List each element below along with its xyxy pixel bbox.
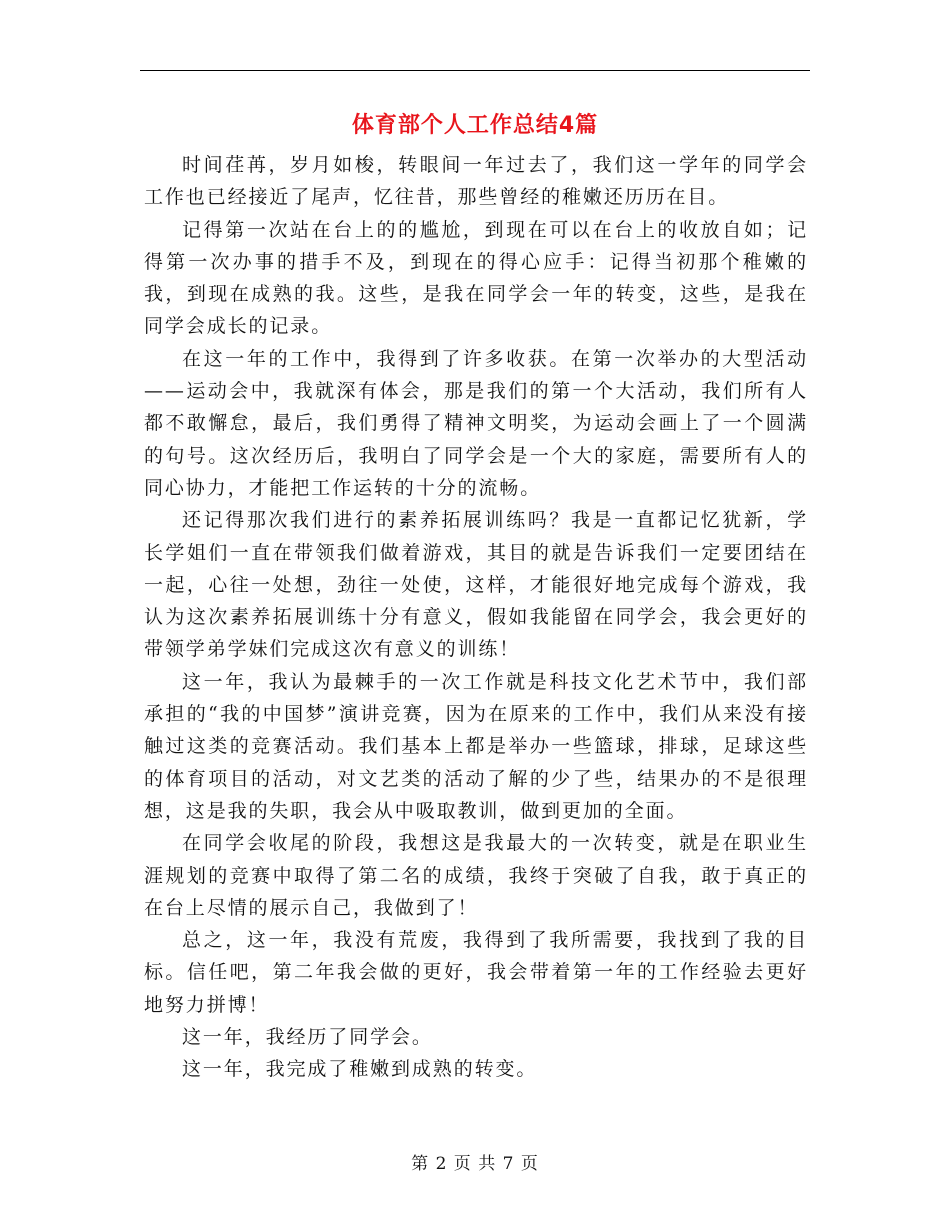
header-rule <box>140 70 810 71</box>
paragraph-2: 记得第一次站在台上的的尴尬，到现在可以在台上的收放自如；记得第一次办事的措手不及，到现在的得心应手：记得当初那个稚嫩的我，到现在成熟的我。这些，是我在同学会一年的转变，这些，是我在同学会成长的记录。 <box>144 218 808 338</box>
page-number: 第 2 页 共 7 页 <box>411 1154 539 1174</box>
paragraph-4: 还记得那次我们进行的素养拓展训练吗？我是一直都记忆犹新，学长学姐们一直在带领我们做着游戏，其目的就是告诉我们一定要团结在一起，心往一处想，劲往一处使，这样，才能很好地完成每个游戏，我认为这次素养拓展训练十分有意义，假如我能留在同学会，我会更好的带领学弟学妹们完成这次有意义的训练！ <box>144 509 808 661</box>
paragraph-9: 这一年，我完成了稚嫩到成熟的转变。 <box>182 1058 538 1081</box>
paragraph-3: 在这一年的工作中，我得到了许多收获。在第一次举办的大型活动——运动会中，我就深有体会，那是我们的第一个大活动，我们所有人都不敢懈怠，最后，我们勇得了精神文明奖，为运动会画上了一个圆满的句号。这次经历后，我明白了同学会是一个大的家庭，需要所有人的同心协力，才能把工作运转的十分的流畅。 <box>144 347 808 499</box>
paragraph-7: 总之，这一年，我没有荒废，我得到了我所需要，我找到了我的目标。信任吧，第二年我会做的更好，我会带着第一年的工作经验去更好地努力拼博！ <box>144 929 808 1016</box>
paragraph-6: 在同学会收尾的阶段，我想这是我最大的一次转变，就是在职业生涯规划的竞赛中取得了第二名的成绩，我终于突破了自我，敢于真正的在台上尽情的展示自己，我做到了！ <box>144 832 808 919</box>
document-title: 体育部个人工作总结4篇 <box>351 113 599 138</box>
paragraph-8: 这一年，我经历了同学会。 <box>182 1026 433 1049</box>
paragraph-5: 这一年，我认为最棘手的一次工作就是科技文化艺术节中，我们部承担的“我的中国梦”演讲竞赛，因为在原来的工作中，我们从来没有接触过这类的竞赛活动。我们基本上都是举办一些篮球，排球，足球这些的体育项目的活动，对文艺类的活动了解的少了些，结果办的不是很理想，这是我的失职，我会从中吸取教训，做到更加的全面。 <box>144 670 808 822</box>
document-body <box>144 149 808 1086</box>
paragraph-1: 时间荏苒，岁月如梭，转眼间一年过去了，我们这一学年的同学会工作也已经接近了尾声，忆往昔，那些曾经的稚嫩还历历在目。 <box>144 154 808 209</box>
